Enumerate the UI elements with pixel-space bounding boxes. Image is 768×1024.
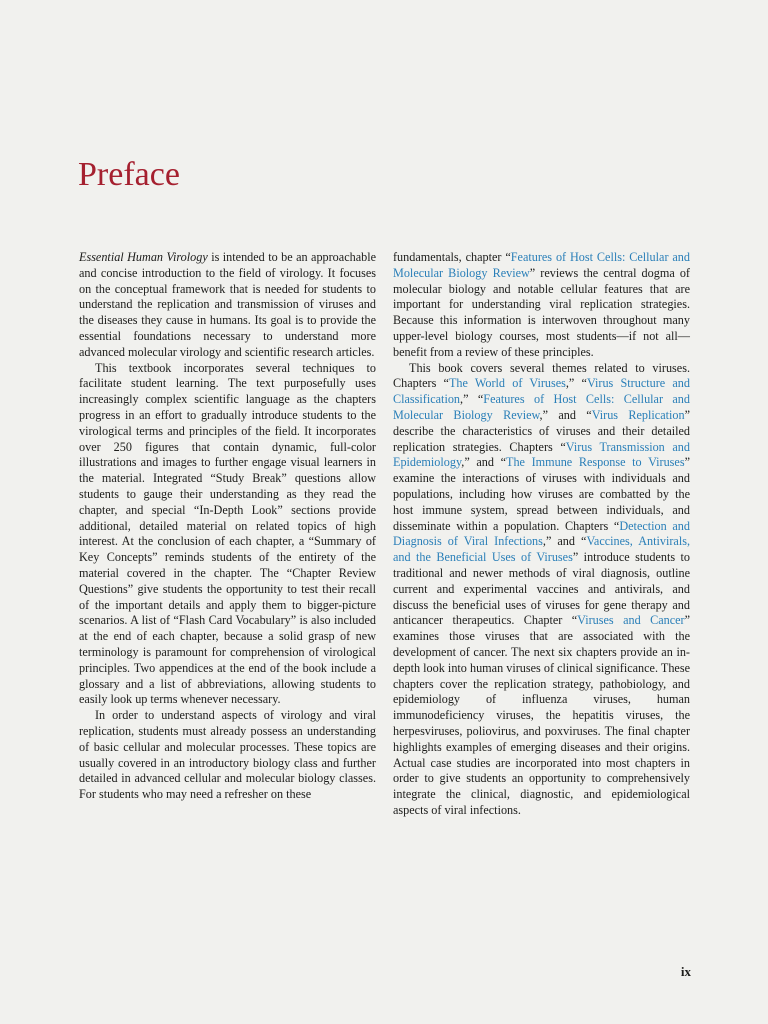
text-run: ,” and “ bbox=[461, 455, 506, 470]
right-column bbox=[393, 250, 690, 819]
text-run: ,” and “ bbox=[542, 534, 587, 549]
text-run: ” introduce students to traditional and newer methods of viral diagnosis, outline current and experimental vaccines and antivirals, and discuss the beneficial uses of viruses for gene therapy and anticancer therapeutics. Chapter “ bbox=[393, 550, 690, 628]
paragraph-fundamentals bbox=[393, 250, 690, 361]
text-run: fundamentals, chapter “ bbox=[393, 250, 511, 264]
book-title: Essential Human Virology bbox=[79, 250, 208, 264]
page-number: ix bbox=[680, 964, 691, 979]
text-run: ,” “ bbox=[460, 392, 484, 407]
chapter-link-world-of-viruses[interactable]: The World of Viruses bbox=[448, 376, 566, 391]
chapter-link-detection[interactable]: Detection and Diagnosis of Viral Infections bbox=[393, 518, 690, 549]
chapter-link-vaccines[interactable]: Vaccines, Antivirals, and the Beneficial Uses of Viruses bbox=[393, 534, 690, 565]
paragraph-intro bbox=[79, 250, 376, 361]
text-run: This book covers several themes related to viruses. Chapters “ bbox=[393, 360, 690, 391]
chapter-link-host-cells[interactable]: Features of Host Cells: Cellular and Molecular Biology Review bbox=[393, 250, 690, 280]
chapter-link-virus-structure[interactable]: Virus Structure and Classification bbox=[393, 376, 690, 407]
chapter-link-host-cells-2[interactable]: Features of Host Cells: Cellular and Molecular Biology Review bbox=[393, 392, 690, 422]
chapter-link-cancer[interactable]: Viruses and Cancer bbox=[577, 613, 685, 628]
left-column bbox=[79, 250, 376, 803]
text-run: ,” “ bbox=[565, 376, 587, 391]
chapter-link-transmission[interactable]: Virus Transmission and Epidemiology bbox=[393, 439, 690, 470]
text-run: ” reviews the central dogma of molecular biology and notable cellular features that are important for understanding viral replication strategies. Because this information is interwoven throughout many upper-level biology courses, most students—if not all—benefit from a review of these principles. bbox=[393, 265, 690, 359]
text-run: ” describe the characteristics of viruses and their detailed replication strategies. Chapters “ bbox=[393, 407, 690, 454]
paragraph-themes bbox=[393, 361, 690, 819]
text-run: ” examine the interactions of viruses with individuals and populations, including how viruses are combatted by the host immune system, spread between individuals, and disseminate within a population. Chapters “ bbox=[393, 455, 690, 533]
paragraph-techniques: This textbook incorporates several techniques to facilitate student learning. The text purposefully uses increasingly complex scientific language as the chapters progress in an effort to gradually introduce students to the virological terms and principles of the field. It incorporates over 250 figures that contain dynamic, full-color illustrations and images to further engage visual learners in the material. Integrated “Study Break” questions allow students to gauge their understanding as they read the chapter, and special “In-Depth Look” sections provide additional, detailed material on related topics of high interest. At the conclusion of each chapter, a “Summary of Key Concepts” reminds students of the entirety of the material covered in the chapter. The “Chapter Review Questions” give students the opportunity to test their recall of the important details and apply them to bigger-picture scenarios. A list of “Flash Card Vocabulary” is also included at the end of each chapter, because a solid grasp of new terminology is paramount for comprehension of virological principles. Two appendices at the end of the book include a glossary and a list of abbreviations, allowing students to easily look up terms whenever necessary. bbox=[79, 360, 376, 707]
text-run: ,” and “ bbox=[539, 407, 592, 422]
chapter-link-immune-response[interactable]: The Immune Response to Viruses bbox=[506, 455, 685, 470]
page-title: Preface bbox=[78, 156, 180, 193]
chapter-link-virus-replication[interactable]: Virus Replication bbox=[591, 407, 685, 422]
text-run: ” examines those viruses that are associated with the development of cancer. The next six chapters provide an in-depth look into human viruses of clinical significance. These chapters cover the replication strategy, pathobiology, and epidemiology of influenza viruses, human immunodeficiency viruses, the hepatitis viruses, the herpesviruses, poliovirus, and poxviruses. The final chapter highlights examples of emerging diseases and their origins. Actual case studies are incorporated into most chapters in order to give students an opportunity to comprehensively integrate the clinical, diagnostic, and epidemiological aspects of viral infections. bbox=[393, 613, 690, 817]
paragraph-prerequisites: In order to understand aspects of virology and viral replication, students must already possess an understanding of basic cellular and molecular processes. These topics are usually covered in an introductory biology class and further detailed in advanced cellular and molecular biology classes. For students who may need a refresher on these bbox=[79, 708, 376, 802]
paragraph-text: is intended to be an approachable and concise introduction to the field of virology. It focuses on the conceptual framework that is needed for students to understand the replication and transmission of viruses and the diseases they cause in humans. Its goal is to provide the essential foundations necessary to understand more advanced molecular virology and scientific research articles. bbox=[79, 250, 376, 359]
